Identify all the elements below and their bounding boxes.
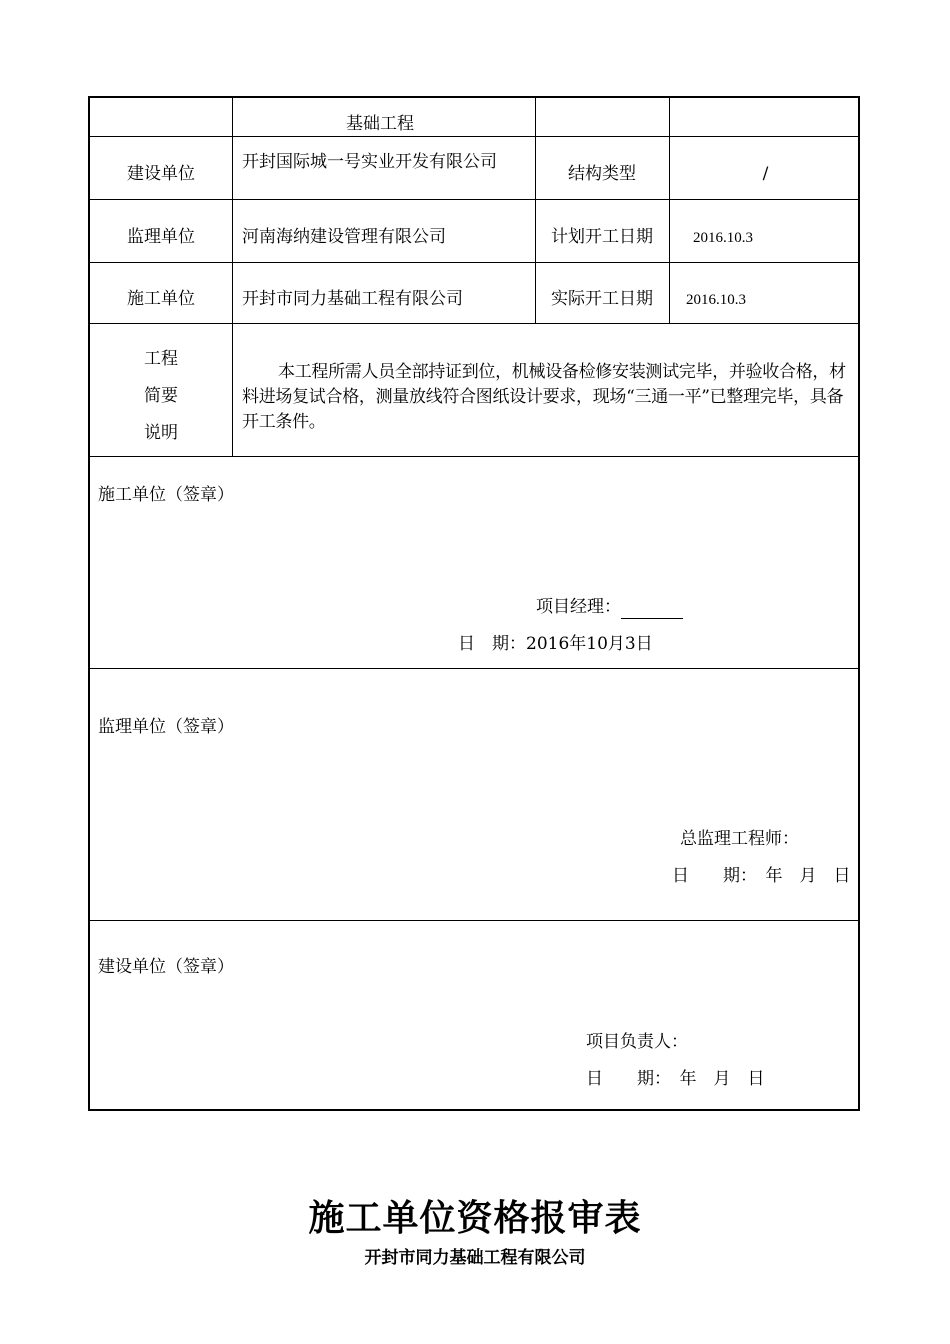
signature-underline [621,600,683,619]
contractor-date-line [458,632,653,656]
actual-start-value: 2016.10.3 [686,292,746,308]
owner-label: 建设单位 [127,164,195,184]
row-divider [90,920,858,921]
planned-start-label: 计划开工日期 [551,227,653,247]
row-divider [90,668,858,669]
structure-type-label: 结构类型 [568,164,636,184]
actual-start-label: 实际开工日期 [551,289,653,309]
planned-start-value: 2016.10.3 [693,230,753,246]
row-divider [90,456,858,457]
row-divider [90,136,858,137]
project-manager-label: 项目经理： [536,597,621,617]
contractor-seal-heading: 施工单位（签章） [98,485,234,505]
supervisor-value: 河南海纳建设管理有限公司 [242,227,446,247]
contractor-date-label: 日 期： [458,634,526,654]
contractor-date-value: 2016年10月3日 [526,634,653,654]
structure-type-value: / [762,164,769,184]
column-divider [669,98,670,323]
summary-label-line2: 简要 [144,386,178,406]
document-title: 施工单位资格报审表 [308,1197,642,1239]
owner-date-line: 日 期： 年 月 日 [586,1069,765,1089]
project-name: 基础工程 [346,114,414,134]
contractor-label: 施工单位 [127,289,195,309]
owner-value: 开封国际城一号实业开发有限公司 [242,152,497,172]
column-divider [232,98,233,456]
summary-label-line3: 说明 [144,423,178,443]
supervisor-label: 监理单位 [127,227,195,247]
project-responsible-label: 项目负责人： [586,1032,688,1052]
project-manager-line [536,595,683,619]
row-divider [90,199,858,200]
row-divider [90,262,858,263]
company-name: 开封市同力基础工程有限公司 [364,1248,586,1268]
approval-form [88,96,860,1111]
summary-label-line1: 工程 [144,349,178,369]
chief-engineer-label: 总监理工程师： [680,829,799,849]
row-divider [90,323,858,324]
supervisor-date-line: 日 期： 年 月 日 [672,866,851,886]
contractor-value: 开封市同力基础工程有限公司 [242,289,463,309]
summary-text: 本工程所需人员全部持证到位，机械设备检修安装测试完毕，并验收合格，材料进场复试合格，测量放线符合图纸设计要求，现场“三通一平”已整理完毕，具备开工条件。 [242,362,846,432]
owner-seal-heading: 建设单位（签章） [98,957,234,977]
supervisor-seal-heading: 监理单位（签章） [98,717,234,737]
